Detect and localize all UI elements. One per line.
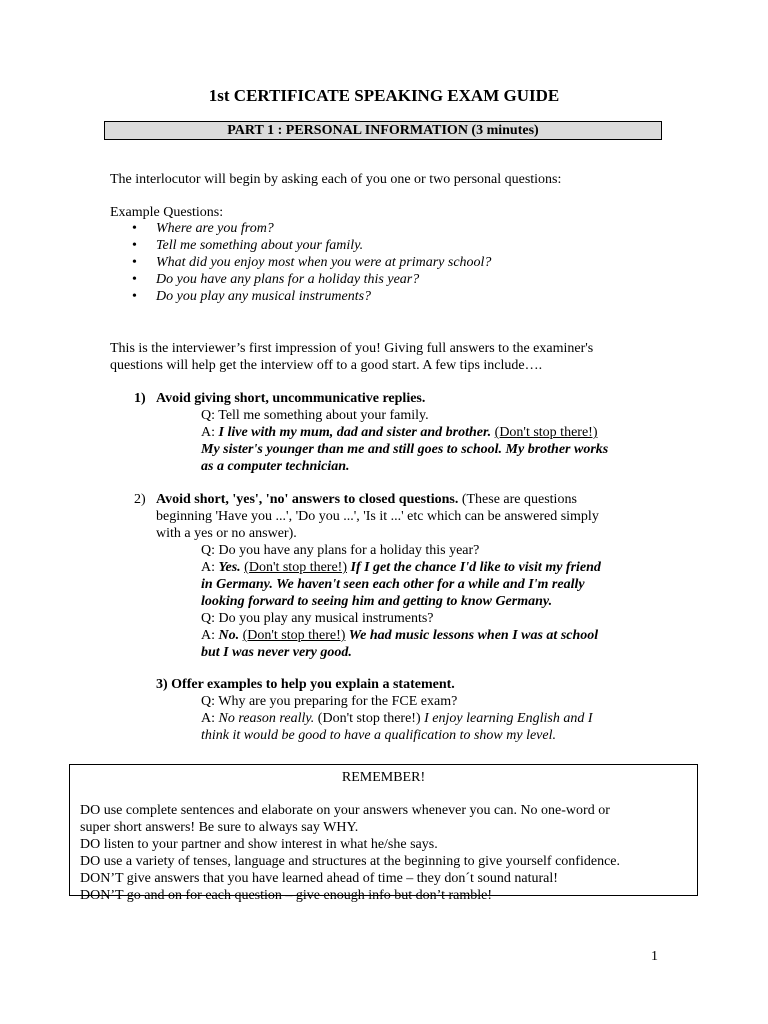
tip-number: 1) <box>134 391 146 406</box>
answer-prefix: A: <box>201 628 219 643</box>
answer-short: Yes. <box>218 560 241 575</box>
tip-heading <box>134 491 694 508</box>
answer-short: No. <box>218 628 240 643</box>
dont-stop-note: (Don't stop there!) <box>244 560 347 575</box>
tip-question: Q: Do you play any musical instruments? <box>201 611 434 626</box>
tip-question: Q: Do you have any plans for a holiday this year? <box>201 543 480 558</box>
tip-heading-bold: Avoid short, 'yes', 'no' answers to closed questions. <box>156 492 459 507</box>
tip-question: Q: Tell me something about your family. <box>201 408 429 423</box>
examples-label: Example Questions: <box>110 205 224 220</box>
remember-box <box>69 764 698 903</box>
answer-extended: I enjoy learning English and I <box>424 711 593 726</box>
page-number: 1 <box>651 949 658 964</box>
tip-heading: Avoid giving short, uncommunicative replies. <box>156 391 426 406</box>
answer-prefix: A: <box>201 425 219 440</box>
answer-extended: We had music lessons when I was at school <box>345 628 599 643</box>
tip-answer <box>134 627 694 644</box>
answer-short: No reason really. <box>218 711 315 726</box>
answer-prefix: A: <box>201 560 219 575</box>
dont-stop-note: (Don't stop there!) <box>494 425 598 440</box>
tip-heading: 3) Offer examples to help you explain a statement. <box>156 677 455 692</box>
intro-text: The interlocutor will begin by asking each of you one or two personal questions: <box>110 172 562 187</box>
remember-line: DO use complete sentences and elaborate on your answers whenever you can. No one-word or <box>80 803 610 818</box>
tip-3 <box>156 676 716 744</box>
example-question: • Do you play any musical instruments? <box>110 288 491 305</box>
remember-line: DON’T go and on for each question – give enough info but don’t ramble! <box>80 888 493 903</box>
tip-heading-continued: with a yes or no answer). <box>156 526 297 541</box>
tip-answer <box>134 424 694 441</box>
page-title: 1st CERTIFICATE SPEAKING EXAM GUIDE <box>208 86 560 105</box>
example-question: • Where are you from? <box>110 220 491 237</box>
example-questions-list <box>110 220 491 305</box>
first-impression-paragraph <box>110 340 650 374</box>
tip-answer-continued: in Germany. We haven't seen each other for a while and I'm really <box>201 577 585 592</box>
example-question: • Do you have any plans for a holiday this year? <box>110 271 491 288</box>
remember-line: super short answers! Be sure to always say WHY. <box>80 820 359 835</box>
remember-line: DO use a variety of tenses, language and structures at the beginning to give yourself confidence. <box>80 854 620 869</box>
tip-answer <box>156 710 716 727</box>
remember-line: DO listen to your partner and show interest in what he/she says. <box>80 837 438 852</box>
remember-line: DON’T give answers that you have learned ahead of time – they don´t sound natural! <box>80 871 558 886</box>
tip-answer-continued: looking forward to seeing him and getting to know Germany. <box>201 594 553 609</box>
tip-number: 2) <box>134 492 146 507</box>
paragraph-line: questions will help get the interview off to a good start. A few tips include…. <box>110 358 543 373</box>
dont-stop-note: (Don't stop there!) <box>314 711 425 726</box>
tip-answer-continued: My sister's younger than me and still goes to school. My brother works <box>201 442 609 457</box>
tip-answer-continued: but I was never very good. <box>201 645 352 660</box>
tip-heading-continued: beginning 'Have you ...', 'Do you ...', 'Is it ...' etc which can be answered simply <box>156 509 599 524</box>
tip-1 <box>134 390 694 475</box>
example-question: • Tell me something about your family. <box>110 237 491 254</box>
answer-prefix: A: <box>201 711 219 726</box>
remember-heading: REMEMBER! <box>341 770 426 785</box>
dont-stop-note: (Don't stop there!) <box>242 628 346 643</box>
tip-question: Q: Why are you preparing for the FCE exam? <box>201 694 458 709</box>
tip-2 <box>134 491 694 661</box>
tip-heading-rest: (These are questions <box>458 492 577 507</box>
answer-short: I live with my mum, dad and sister and brother. <box>218 425 492 440</box>
paragraph-line: This is the interviewer’s first impression of you! Giving full answers to the examiner's <box>110 341 594 356</box>
tip-answer <box>134 559 694 576</box>
tip-answer-continued: think it would be good to have a qualification to show my level. <box>201 728 557 743</box>
tip-answer-continued: as a computer technician. <box>201 459 350 474</box>
part-heading: PART 1 : PERSONAL INFORMATION (3 minutes) <box>104 121 662 140</box>
answer-extended: If I get the chance I'd like to visit my friend <box>347 560 601 575</box>
example-question: • What did you enjoy most when you were at primary school? <box>110 254 491 271</box>
